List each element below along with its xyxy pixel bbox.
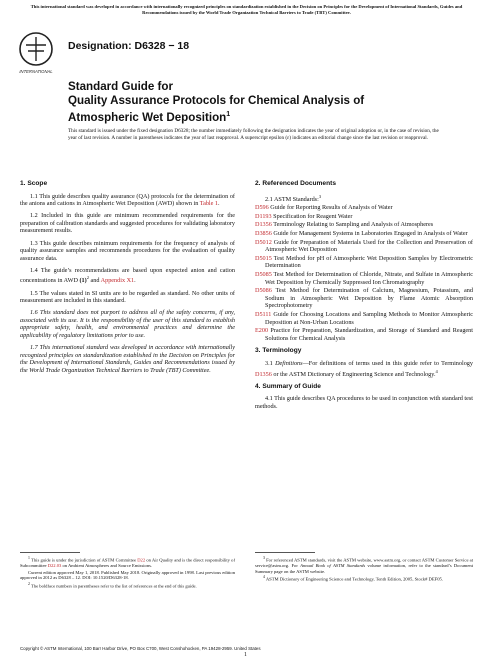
reference-item (255, 327, 473, 342)
summary-heading: 4. Summary of Guide (255, 382, 321, 390)
d1356-link[interactable]: D1356 (255, 370, 272, 378)
reference-item (255, 311, 473, 326)
appendix-x1-link[interactable]: Appendix X1 (100, 277, 135, 285)
reference-title: Practice for Preparation, Standardization, and Storage of Standard and Reagent Solutions for Chemical Analysis (265, 327, 473, 342)
copyright: Copyright © ASTM International, 100 Barr Harbor Drive, PO Box C700, West Conshohocken, PA 19428-2959. United States (20, 646, 261, 651)
scope-1-4: 1.4 The guide’s recommendations are based upon expected anion and cation concentrations in AWD $(1)^2$ and Appendix X1. (20, 266, 235, 285)
reference-code-link[interactable]: D3856 (255, 230, 272, 238)
reference-title: Guide for Choosing Locations and Sampling Methods to Monitor Atmospheric Deposition at Non-Urban Locations (265, 310, 473, 326)
reference-code-link[interactable]: D596 (255, 204, 269, 212)
footnotes-right (255, 552, 473, 583)
title-line-2: Quality Assurance Protocols for Chemical Analysis of (68, 94, 365, 107)
reference-title: Guide for Preparation of Materials Used for the Collection and Preservation of Atmospheric Wet Deposition (265, 238, 473, 254)
scope-1-6: 1.6 This standard does not purport to address all of the safety concerns, if any, associated with its use. It is the responsibility of the user of this standard to establish appropriate safety, health, and environmental practices and determine the applicability of regulatory limitations prior to use. (20, 309, 235, 340)
reference-code-link[interactable]: E200 (255, 327, 269, 335)
title-footnote-mark: 1 (226, 111, 231, 118)
referenced-heading: 2. Referenced Documents (255, 180, 336, 187)
reference-item (255, 213, 473, 221)
reference-code-link[interactable]: D5015 (255, 254, 272, 262)
scope-1-3: 1.3 This guide describes minimum requirements for the frequency of analysis of quality assurance samples and recommends procedures for the evaluation of quality assurance data. (20, 239, 235, 262)
reference-item (255, 230, 473, 238)
title-line-1: Standard Guide for (68, 80, 173, 93)
terminology-heading: 3. Terminology (255, 347, 302, 355)
reference-title: Test Method for Determination of Chloride, Nitrate, and Sulfate in Atmospheric Wet Deposition by Chemically Suppressed Ion Chromatography (265, 271, 473, 286)
right-column (255, 180, 473, 415)
logo-text: INTERNATIONAL (19, 69, 53, 74)
wto-notice: This international standard was developed in accordance with internationally recognized principles on standardization established in the Decision on Principles for the Development of International Standards, Guides and Recommendations issued by the World Trade Organization Technical Barriers to Trade (TBT) Committee. (30, 4, 463, 15)
left-column (20, 180, 235, 379)
scope-1-7: 1.7 This international standard was developed in accordance with internationally recognized principles on standardization established in the Decision on Principles for the Development of International Standards, Guides and Recommendations issued by the World Trade Organization Technical Barriers to Trade (TBT) Committee. (20, 344, 235, 374)
reference-item (255, 271, 473, 286)
reference-code-link[interactable]: D5111 (255, 310, 272, 318)
footnote-1: $^1$ This guide is under the jurisdiction of ASTM Committee D22 on Air Quality and is the direct responsibility of Subcommittee D22.03 on Ambient Atmospheres and Source Emissions. (20, 556, 235, 569)
designation: Designation: D6328 − 18 (68, 40, 190, 52)
footnote-3: $^3$ For referenced ASTM standards, visit the ASTM website, www.astm.org, or contact ASTM Customer Service at service@astm.org. For Annual Book of ASTM Standards volume information, refer to the standard’s Document Summary page on the ASTM website. (255, 556, 473, 574)
reference-item (255, 204, 473, 212)
scope-1-5: 1.5 The values stated in SI units are to be regarded as standard. No other units of measurement are included in this standard. (20, 289, 235, 305)
footnote-4: $^4$ ASTM Dictionary of Engineering Science and Technology, Tenth Edition, 2005, Stock# DEF05. (263, 575, 443, 582)
issued-note: This standard is issued under the fixed designation D6328; the number immediately following the designation indicates the year of original adoption or, in the case of revision, the year of last revision. A number in parentheses indicates the year of last reapproval. A superscript epsilon (ε) indicates an editorial change since the last revision or reapproval. (68, 128, 439, 141)
reference-title: Guide for Reporting Results of Analysis of Water (268, 204, 393, 212)
reference-title: Guide for Management Systems in Laboratories Engaged in Analysis of Water (271, 230, 468, 238)
footnote-edition: Current edition approved May 1, 2018. Published May 2018. Originally approved in 1998. Last previous edition approved in 2012 as D6328 – 12. DOI: 10.1520/D6328-18. (20, 569, 235, 581)
reference-code-link[interactable]: D5086 (255, 287, 272, 295)
reference-code-link[interactable]: D5085 (255, 271, 272, 278)
d22-link[interactable]: D22 (137, 557, 146, 563)
reference-title: Test Method for pH of Atmospheric Wet Deposition Samples by Electrometric Determination (265, 254, 473, 270)
scope-1-2: 1.2 Included in this guide are minimum recommended requirements for the preparation of calibration standards and suggested procedures for validating laboratory measurement results. (20, 212, 235, 235)
scope-heading: 1. Scope (20, 180, 48, 187)
reference-item (255, 287, 473, 310)
title-line-3: Atmospheric Wet Deposition (68, 110, 227, 124)
scope-1-1: 1.1 This guide describes quality assurance (QA) protocols for the determination of the anions and cations in Atmospheric Wet Deposition (AWD) shown in Table 1. (20, 192, 235, 208)
footnote-2: $^2$ The boldface numbers in parentheses refer to the list of references at the end of this guide. (28, 581, 197, 589)
reference-item (255, 221, 473, 229)
reference-code-link[interactable]: D1356 (255, 221, 272, 229)
table-1-link[interactable]: Table 1 (199, 200, 219, 208)
astm-standards-subheading: 2.1 ASTM Standards:$^3$ (265, 193, 322, 203)
reference-code-link[interactable]: D1193 (255, 212, 272, 220)
d22-03-link[interactable]: D22.03 (47, 563, 62, 569)
reference-item (255, 255, 473, 270)
document-title (68, 80, 458, 125)
reference-title: Specification for Reagent Water (271, 212, 353, 220)
reference-title: Test Method for Determination of Calcium, Magnesium, Potassium, and Sodium in Atmospheric Wet Deposition by Flame Atomic Absorption Spectrophotometry (265, 287, 473, 310)
reference-title: Terminology Relating to Sampling and Analysis of Atmospheres (271, 221, 434, 229)
terminology-3-1: 3.1 Definitions—For definitions of terms used in this guide refer to Terminology D1356 or the ASTM Dictionary of Engineering Science and Technology.$^4$ (255, 359, 473, 378)
reference-code-link[interactable]: D5012 (255, 238, 272, 246)
summary-4-1: 4.1 This guide describes QA procedures to be used in conjunction with standard test methods. (255, 395, 473, 410)
footnotes-left (20, 552, 235, 590)
reference-list (255, 204, 473, 342)
astm-logo (18, 31, 54, 77)
page-number: 1 (244, 652, 247, 658)
reference-item (255, 239, 473, 254)
